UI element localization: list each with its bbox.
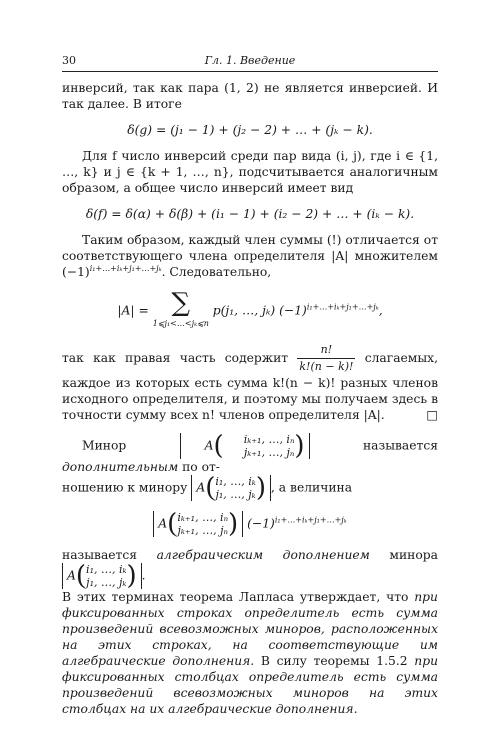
fraction-binomial [297, 342, 355, 375]
minor-cols: jₖ₊₁, …, jₙ [243, 446, 295, 459]
book-page [62, 48, 438, 717]
relative-text-end: , а величина [270, 480, 353, 495]
paragraph-each-term-text: Таким образом, каждый член суммы (!) отличается от соответствующего члена определителя |A| множителем (−1) [62, 233, 438, 279]
minor-indices [224, 433, 295, 459]
minor-cols: j₁, …, jₖ [215, 488, 256, 501]
minor-indices [215, 475, 255, 501]
laplace-rows-statement: при фиксированных строках определитель есть сумма произведений всевозможных миноров, расположенных на этих строках, на соответствующие им алгебраические дополнения. [62, 590, 438, 668]
minor-cols: jₖ₊₁, …, jₙ [177, 524, 228, 537]
called-word-2: называется [62, 548, 138, 562]
paragraph-laplace [62, 589, 438, 717]
principal-minor-2: A( i₁, …, iₖ j₁, …, jₖ ) [62, 563, 142, 589]
called-word: называется [362, 438, 438, 453]
minor-rows: iₖ₊₁, …, iₙ [177, 511, 229, 524]
sum-limits: 1⩽j₁<…<jₖ⩽n [152, 319, 209, 328]
paragraph-inversions-pair: инверсий, так как пара (1, 2) не является инверсией. И так далее. В итоге [62, 81, 438, 111]
minor-definition-end: по от- [182, 460, 220, 474]
page-header [62, 48, 438, 68]
cofactor-exponent: i₁+…+iₖ+j₁+…+jₖ [274, 515, 347, 525]
minor-indices [177, 511, 228, 537]
det-rhs-exponent: i₁+…+iₖ+j₁+…+jₖ [306, 302, 379, 312]
cofactor-minor: A( iₖ₊₁, …, iₙ jₖ₊₁, …, jₙ ) [153, 511, 243, 537]
paragraph-right-side [62, 342, 438, 423]
paragraph-inversions-f: Для f число инверсий среди пар вида (i, j), где i ∈ {1, …, k} и j ∈ {k + 1, …, n}, подсчитывается аналогичным образом, а общее число инверсий имеет вид [62, 149, 438, 195]
equation-delta-g: δ(g) = (j₁ − 1) + (j₂ − 2) + … + (jₖ − k). [127, 123, 373, 137]
principal-minor: A( i₁, …, iₖ j₁, …, jₖ ) [191, 475, 271, 501]
paragraph-relative-minor [62, 475, 438, 501]
minor-cols: j₁, …, jₖ [86, 576, 127, 589]
paragraph-each-term-end: . Следовательно, [161, 265, 272, 279]
equation-det-sum [62, 290, 438, 332]
det-lhs: |A| = [117, 303, 149, 318]
det-rhs: p(j₁, …, jₖ) (−1) [212, 303, 307, 318]
laplace-theorem-ref: В силу теоремы 1.5.2 [260, 654, 408, 668]
cofactor-period: . [141, 568, 146, 583]
page-number: 30 [62, 54, 76, 67]
minor-indices [86, 563, 126, 589]
sum-symbol: ∑ [171, 288, 191, 318]
right-side-text-end: слагаемых, каждое из которых есть сумма k!(n − k)! разных членов исходного определителя, и поэтому мы получаем здесь в точности сумму всех n! членов определителя |A|. [62, 351, 438, 422]
page-body [62, 80, 438, 717]
minor-rows: i₁, …, iₖ [215, 475, 256, 488]
header-rule [62, 71, 438, 72]
minor-rows: iₖ₊₁, …, iₙ [243, 433, 295, 446]
right-side-text-start: так как правая часть содержит [62, 351, 289, 365]
paragraph-each-term [62, 232, 438, 280]
fraction-denominator: k!(n − k)! [299, 360, 354, 373]
laplace-columns-statement: при фиксированных столбцах определитель есть сумма произведений всевозможных миноров на этих столбцах на их алгебраические дополнения. [62, 654, 438, 716]
paragraph-cofactor-name [62, 547, 438, 589]
cofactor-sign: (−1) [247, 516, 275, 531]
sign-exponent: i₁+…+iₖ+j₁+…+jₖ [89, 263, 162, 273]
equation-delta-f: δ(f) = δ(α) + δ(β) + (i₁ − 1) + (i₂ − 2) + … + (iₖ − k). [85, 207, 415, 221]
minor-word: Минор [82, 438, 127, 453]
equation-cofactor [62, 511, 438, 537]
laplace-intro: В этих терминах теорема Лапласа утверждает, что [62, 590, 409, 604]
minor-rows: i₁, …, iₖ [86, 563, 127, 576]
relative-text: ношению к минору [62, 480, 188, 495]
term-complementary: дополнительным [62, 460, 179, 474]
qed-symbol: □ [426, 408, 438, 422]
sum-operator [153, 290, 209, 332]
running-title: Гл. 1. Введение [204, 54, 296, 67]
term-cofactor: алгебраическим дополнением [156, 548, 370, 562]
fraction-numerator: n! [297, 342, 355, 359]
paragraph-minor-definition [62, 433, 438, 475]
det-rhs-end: , [378, 303, 383, 318]
minor-word-2: минора [389, 548, 438, 562]
complementary-minor: A( iₖ₊₁, …, iₙ jₖ₊₁, …, jₙ ) [180, 433, 310, 459]
